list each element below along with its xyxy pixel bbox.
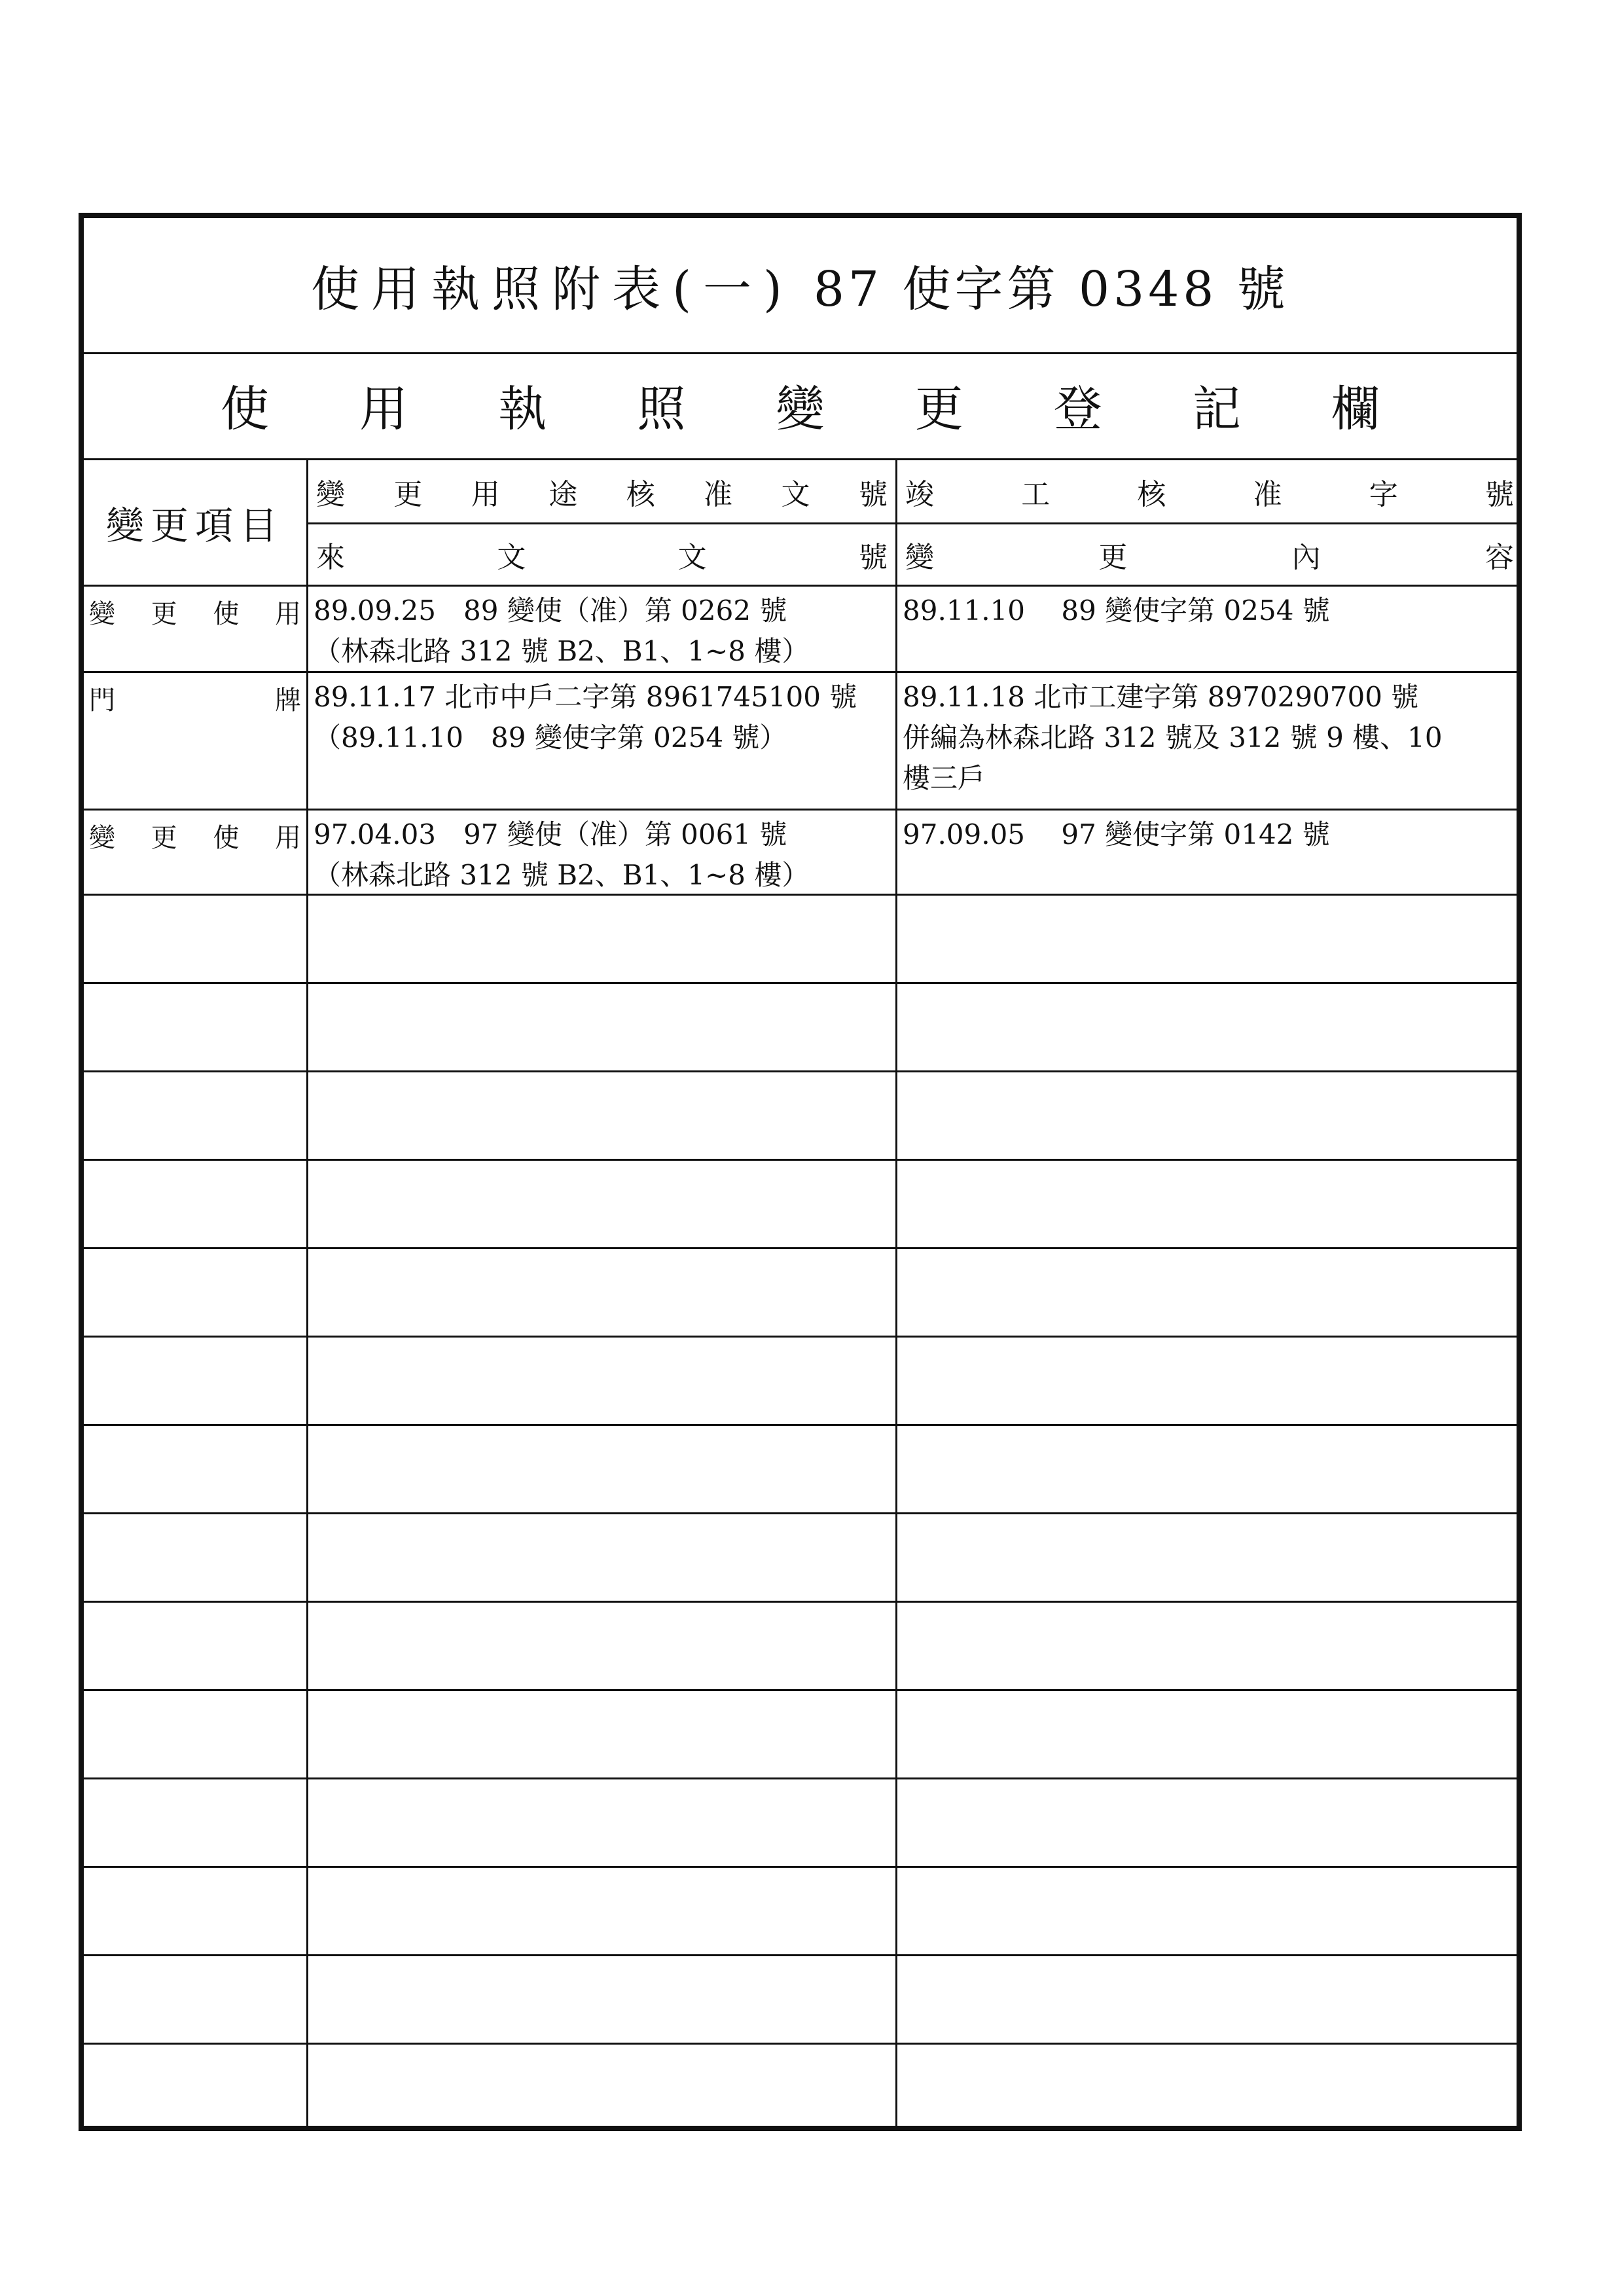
row-label bbox=[84, 587, 306, 637]
row-label bbox=[84, 673, 306, 723]
empty-row-line bbox=[84, 1336, 1517, 1338]
empty-row-line bbox=[84, 2043, 1517, 2045]
header-char: 號 bbox=[858, 541, 888, 574]
header-char: 竣 bbox=[905, 477, 934, 511]
header-right-top bbox=[897, 460, 1522, 522]
header-char: 變 bbox=[316, 477, 345, 511]
label-char: 用 bbox=[274, 599, 301, 629]
header-char: 容 bbox=[1484, 541, 1514, 574]
header-change-item-label: 變更項目 bbox=[105, 503, 284, 548]
empty-row-line bbox=[84, 1247, 1517, 1249]
header-char: 文 bbox=[497, 541, 526, 574]
header-change-item bbox=[84, 460, 306, 585]
document-title bbox=[84, 218, 1517, 354]
text-line: 樓三戶 bbox=[903, 762, 986, 794]
label-char: 門 bbox=[89, 685, 115, 716]
text-line: （林森北路 312 號 B2、B1、1~8 樓） bbox=[314, 635, 810, 667]
empty-row-line bbox=[84, 982, 1517, 984]
empty-row-line bbox=[84, 1954, 1517, 1956]
banner-char: 欄 bbox=[1331, 381, 1380, 437]
banner-char: 更 bbox=[914, 381, 963, 437]
header-char: 更 bbox=[1098, 541, 1128, 574]
header-char: 用 bbox=[471, 477, 500, 511]
banner-char: 用 bbox=[359, 381, 408, 437]
row-left-text bbox=[308, 811, 895, 900]
row-label bbox=[84, 811, 306, 861]
text-line: 89.11.10 89 變使字第 0254 號 bbox=[903, 594, 1330, 627]
header-char: 來 bbox=[316, 541, 345, 574]
empty-row-line bbox=[84, 1512, 1517, 1514]
license-number: 87 使字第 0348 號 bbox=[813, 261, 1289, 318]
text-line: 97.09.05 97 變使字第 0142 號 bbox=[903, 818, 1330, 850]
header-char: 工 bbox=[1021, 477, 1051, 511]
label-char: 用 bbox=[274, 823, 301, 853]
empty-row-line bbox=[84, 1424, 1517, 1426]
empty-row-line bbox=[84, 1601, 1517, 1603]
header-char: 文 bbox=[781, 477, 810, 511]
header-char: 核 bbox=[1137, 477, 1166, 511]
header-right-bottom bbox=[897, 524, 1522, 585]
header-char: 准 bbox=[1253, 477, 1282, 511]
empty-row-line bbox=[84, 1866, 1517, 1868]
banner-char: 照 bbox=[637, 381, 686, 437]
header-char: 准 bbox=[704, 477, 733, 511]
label-char: 更 bbox=[151, 599, 177, 629]
license-table-frame bbox=[79, 213, 1522, 2131]
banner-char: 使 bbox=[221, 381, 270, 437]
text-line: 89.09.25 89 變使（准）第 0262 號 bbox=[314, 594, 787, 627]
banner-char: 記 bbox=[1192, 381, 1241, 437]
empty-row-line bbox=[84, 1777, 1517, 1779]
text-line: 97.04.03 97 變使（准）第 0061 號 bbox=[314, 818, 787, 850]
label-char: 牌 bbox=[275, 685, 301, 716]
text-line: 89.11.17 北市中戶二字第 8961745100 號 bbox=[314, 681, 857, 713]
header-char: 號 bbox=[1484, 477, 1514, 511]
text-line: （林森北路 312 號 B2、B1、1~8 樓） bbox=[314, 859, 810, 891]
text-line: 併編為林森北路 312 號及 312 號 9 樓、10 bbox=[903, 721, 1443, 754]
label-char: 變 bbox=[89, 599, 115, 629]
header-char: 字 bbox=[1369, 477, 1398, 511]
header-char: 號 bbox=[858, 477, 888, 511]
banner-char: 執 bbox=[498, 381, 547, 437]
header-left-top bbox=[308, 460, 895, 522]
header-char: 途 bbox=[548, 477, 578, 511]
row-left-text bbox=[308, 673, 895, 762]
row-left-text bbox=[308, 587, 895, 676]
row-right-text bbox=[897, 587, 1522, 635]
label-char: 使 bbox=[213, 823, 240, 853]
header-char: 更 bbox=[393, 477, 423, 511]
title-main: 使用執照附表(一) bbox=[311, 261, 794, 318]
header-char: 文 bbox=[677, 541, 707, 574]
empty-row-line bbox=[84, 1689, 1517, 1691]
section-banner bbox=[84, 352, 1517, 460]
banner-char: 登 bbox=[1053, 381, 1102, 437]
label-char: 變 bbox=[89, 823, 115, 853]
row-right-text bbox=[897, 811, 1522, 859]
label-char: 更 bbox=[151, 823, 177, 853]
row-right-text bbox=[897, 673, 1522, 803]
empty-row-line bbox=[84, 1159, 1517, 1161]
text-line: 89.11.18 北市工建字第 8970290700 號 bbox=[903, 681, 1419, 713]
header-left-bottom bbox=[308, 524, 895, 585]
empty-row-line bbox=[84, 1070, 1517, 1072]
row-line bbox=[84, 894, 1517, 896]
label-char: 使 bbox=[213, 599, 240, 629]
header-char: 核 bbox=[626, 477, 655, 511]
banner-char: 變 bbox=[776, 381, 825, 437]
header-char: 變 bbox=[905, 541, 934, 574]
header-char: 內 bbox=[1291, 541, 1321, 574]
text-line: （89.11.10 89 變使字第 0254 號） bbox=[314, 721, 787, 754]
